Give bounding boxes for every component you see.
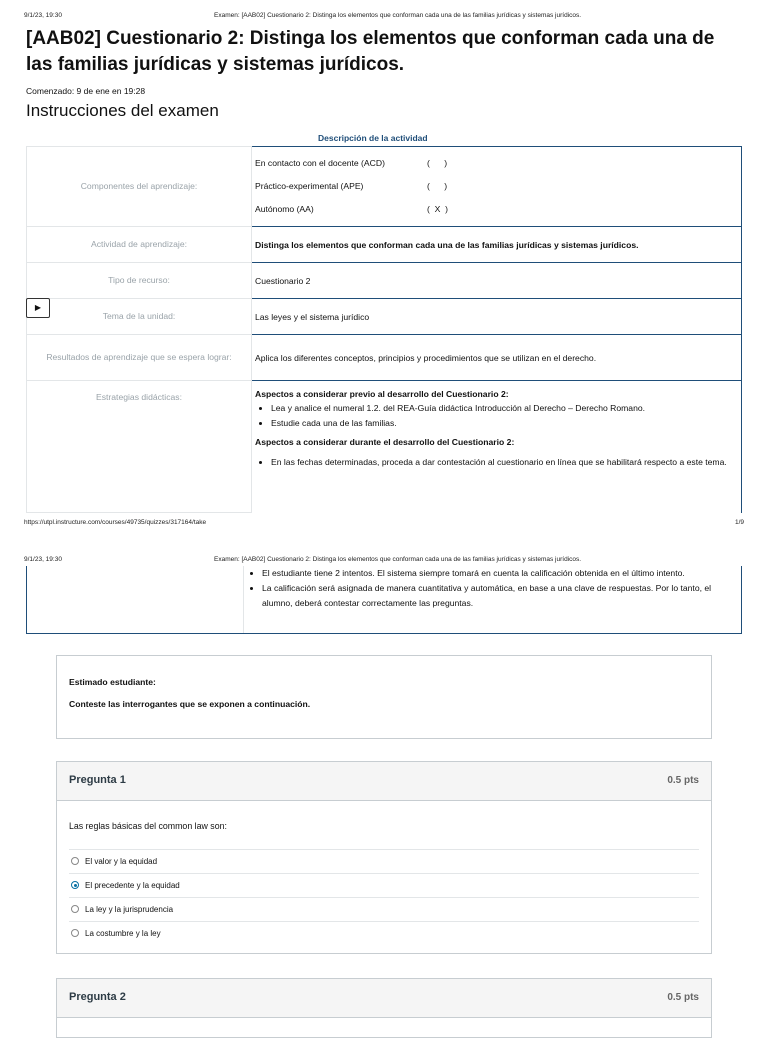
- activity-value: Distinga los elementos que conforman cada una de las familias jurídicas y sistemas jurídicos.: [252, 227, 742, 263]
- list-item: • El estudiante tiene 2 intentos. El sistema siempre tomará en cuenta la calificación obtenida en el último intento.: [262, 566, 737, 581]
- list-item: • Lea y analice el numeral 1.2. del REA-Guía didáctica Introducción al Derecho – Derecho Romano.: [271, 401, 738, 416]
- radio-button[interactable]: [71, 929, 79, 937]
- answer-option[interactable]: La ley y la jurisprudencia: [69, 897, 699, 921]
- strategies-value: [252, 381, 742, 513]
- activity-table: [26, 146, 742, 513]
- component-ape: Práctico-experimental (APE) ( ): [255, 181, 448, 191]
- print-date: 9/1/23, 19:30: [24, 556, 62, 563]
- play-button[interactable]: [26, 298, 50, 318]
- radio-button[interactable]: [71, 905, 79, 913]
- list-item: • La calificación será asignada de manera cuantitativa y automática, en base a una clave de respuestas. Por lo tanto, el alumno, deberá contestar correctamente las preguntas.: [262, 581, 737, 611]
- notice-text: Conteste las interrogantes que se exponen a continuación.: [69, 699, 311, 709]
- print-title: Examen: [AAB02] Cuestionario 2: Distinga los elementos que conforman cada una de las familias jurídicas y sistemas jurídicos.: [214, 12, 582, 19]
- unit-label: Tema de la unidad:: [27, 299, 252, 335]
- radio-button[interactable]: [71, 857, 79, 865]
- print-title: Examen: [AAB02] Cuestionario 2: Distinga los elementos que conforman cada una de las familias jurídicas y sistemas jurídicos.: [214, 556, 582, 563]
- student-notice: [56, 655, 712, 739]
- quiz-title: [AAB02] Cuestionario 2: Distinga los elementos que conforman cada una de las familias jurídicas y sistemas jurídicos.: [26, 28, 715, 75]
- results-label: Resultados de aprendizaje que se espera lograr:: [27, 335, 252, 381]
- before-list: [255, 401, 738, 431]
- question-2: [56, 978, 712, 1038]
- resource-value: Cuestionario 2: [252, 263, 742, 299]
- resource-label: Tipo de recurso:: [27, 263, 252, 299]
- print-url: https://utpl.instructure.com/courses/49735/quizzes/317164/take: [24, 519, 207, 526]
- answer-option-selected[interactable]: El precedente y la equidad: [69, 873, 699, 897]
- unit-value: Las leyes y el sistema jurídico: [252, 299, 742, 335]
- list-item: • En las fechas determinadas, proceda a dar contestación al cuestionario en línea que se habilitará respecto a este tema.: [271, 455, 738, 470]
- during-list-continued: [246, 566, 737, 611]
- activity-label: Actividad de aprendizaje:: [27, 227, 252, 263]
- strategies-label: Estrategias didácticas:: [27, 381, 252, 513]
- print-page-number: 1/9: [734, 519, 744, 526]
- question-1: [56, 761, 712, 954]
- print-date: 9/1/23, 19:30: [24, 12, 62, 19]
- notice-greeting: Estimado estudiante:: [69, 677, 156, 687]
- before-heading: Aspectos a considerar previo al desarrollo del Cuestionario 2:: [255, 389, 509, 399]
- play-icon: ▶: [34, 303, 42, 312]
- activity-description-heading: Descripción de la actividad: [318, 133, 428, 143]
- print-footer: [24, 519, 744, 526]
- question-title: Pregunta 1: [69, 774, 126, 786]
- results-value: Aplica los diferentes conceptos, principios y procedimientos que se utilizan en el derecho.: [252, 335, 742, 381]
- components-label: Componentes del aprendizaje:: [27, 147, 252, 227]
- answer-option[interactable]: La costumbre y la ley: [69, 921, 699, 945]
- answer-option[interactable]: El valor y la equidad: [69, 849, 699, 873]
- question-header: [57, 762, 711, 801]
- question-header: [57, 979, 711, 1018]
- strategies-continuation: [26, 566, 742, 634]
- question-text: Las reglas básicas del common law son:: [69, 821, 227, 831]
- instructions-heading: Instrucciones del examen: [26, 101, 219, 120]
- started-time: Comenzado: 9 de ene en 19:28: [26, 86, 146, 96]
- list-item: • Estudie cada una de las familias.: [271, 416, 738, 431]
- component-acd: En contacto con el docente (ACD) ( ): [255, 158, 448, 168]
- during-heading: Aspectos a considerar durante el desarrollo del Cuestionario 2:: [255, 437, 515, 447]
- question-points: 0.5 pts: [667, 992, 699, 1003]
- during-list: [255, 455, 738, 470]
- question-points: 0.5 pts: [667, 775, 699, 786]
- component-aa: Autónomo (AA) ( X ): [255, 204, 449, 214]
- question-title: Pregunta 2: [69, 991, 126, 1003]
- components-value: [252, 147, 742, 227]
- radio-button-selected[interactable]: [71, 881, 79, 889]
